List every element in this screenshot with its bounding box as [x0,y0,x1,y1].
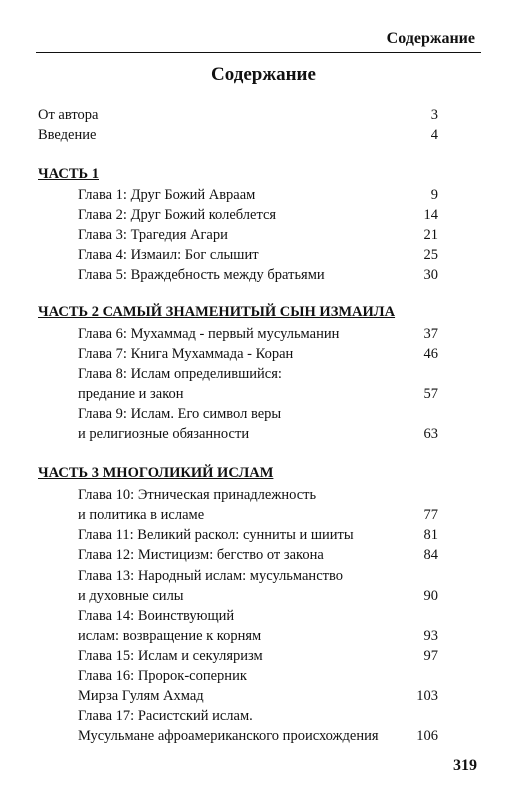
chapter-17-line-2 [38,726,438,746]
header-rule [36,52,481,53]
chapter-page: 46 [423,346,438,362]
chapter-8-line-2 [38,384,438,404]
running-head: Содержание [386,30,475,47]
chapter-title-continued: Мусульмане афроамериканского происхождения [78,728,379,744]
chapter-page: 81 [423,527,438,543]
chapter-10-line-2 [38,505,438,525]
chapter-title-continued: Мирза Гулям Ахмад [78,688,204,704]
chapter-page: 93 [423,628,438,644]
chapter-title: Глава 17: Расистский ислам. [78,708,253,724]
chapter-title: Глава 8: Ислам определившийся: [78,366,282,382]
chapter-10-line-1 [38,485,438,505]
chapter-page: 9 [430,187,438,203]
chapter-7 [38,344,438,364]
toc-entry-author-foreword [38,105,438,125]
chapter-page: 63 [423,426,438,442]
entry-title: От автора [38,107,99,123]
chapter-title-continued: ислам: возвращение к корням [78,628,262,644]
entry-page: 4 [430,127,438,143]
chapter-9-line-2 [38,424,438,444]
chapter-14-line-2 [38,626,438,646]
chapter-page: 30 [423,267,438,283]
chapter-2 [38,205,438,225]
chapter-16-line-2 [38,686,438,706]
chapter-4 [38,245,438,265]
chapter-title: Глава 14: Воинствующий [78,608,235,624]
chapter-3 [38,225,438,245]
chapter-14-line-1 [38,606,438,626]
chapter-title: Глава 12: Мистицизм: бегство от закона [78,547,324,563]
chapter-5 [38,265,438,285]
chapter-title: Глава 9: Ислам. Его символ веры [78,406,282,422]
chapter-page: 37 [423,326,438,342]
chapter-title: Глава 4: Измаил: Бог слышит [78,247,259,263]
entry-title: Введение [38,127,97,143]
chapter-1 [38,185,438,205]
chapter-title: Глава 15: Ислам и секуляризм [78,648,263,664]
chapter-page: 57 [423,386,438,402]
chapter-16-line-1 [38,666,438,686]
chapter-11 [38,525,438,545]
chapter-title: Глава 2: Друг Божий колеблется [78,207,277,223]
toc-entry-introduction [38,125,438,145]
chapter-6 [38,324,438,344]
toc-title: Содержание [211,64,316,85]
chapter-title: Глава 1: Друг Божий Авраам [78,187,256,203]
chapter-title-continued: и религиозные обязанности [78,426,250,442]
chapter-page: 21 [423,227,438,243]
entry-page: 3 [430,107,438,123]
chapter-page: 25 [423,247,438,263]
chapter-page: 84 [423,547,438,563]
chapter-title: Глава 5: Враждебность между братьями [78,267,325,283]
chapter-13-line-2 [38,586,438,606]
chapter-page: 14 [423,207,438,223]
chapter-9-line-1 [38,404,438,424]
chapter-title: Глава 3: Трагедия Агари [78,227,228,243]
part-heading-2: ЧАСТЬ 2 САМЫЙ ЗНАМЕНИТЫЙ СЫН ИЗМАИЛА [38,304,396,320]
chapter-17-line-1 [38,706,438,726]
part-heading-3: ЧАСТЬ 3 МНОГОЛИКИЙ ИСЛАМ [38,465,274,481]
chapter-title: Глава 10: Этническая принадлежность [78,487,317,503]
chapter-title-continued: и политика в исламе [78,507,205,523]
chapter-title: Глава 16: Пророк-соперник [78,668,247,684]
chapter-page: 106 [416,728,438,744]
chapter-title: Глава 7: Книга Мухаммада - Коран [78,346,294,362]
chapter-title-continued: и духовные силы [78,588,184,604]
part-heading-1: ЧАСТЬ 1 [38,166,99,182]
page-number: 319 [453,757,477,774]
chapter-page: 103 [416,688,438,704]
chapter-page: 77 [423,507,438,523]
chapter-15 [38,646,438,666]
chapter-13-line-1 [38,566,438,586]
chapter-8-line-1 [38,364,438,384]
chapter-page: 97 [423,648,438,664]
chapter-page: 90 [423,588,438,604]
chapter-title: Глава 13: Народный ислам: мусульманство [78,568,343,584]
chapter-12 [38,545,438,565]
chapter-title: Глава 11: Великий раскол: сунниты и шииты [78,527,354,543]
chapter-title-continued: предание и закон [78,386,184,402]
chapter-title: Глава 6: Мухаммад - первый мусульманин [78,326,340,342]
